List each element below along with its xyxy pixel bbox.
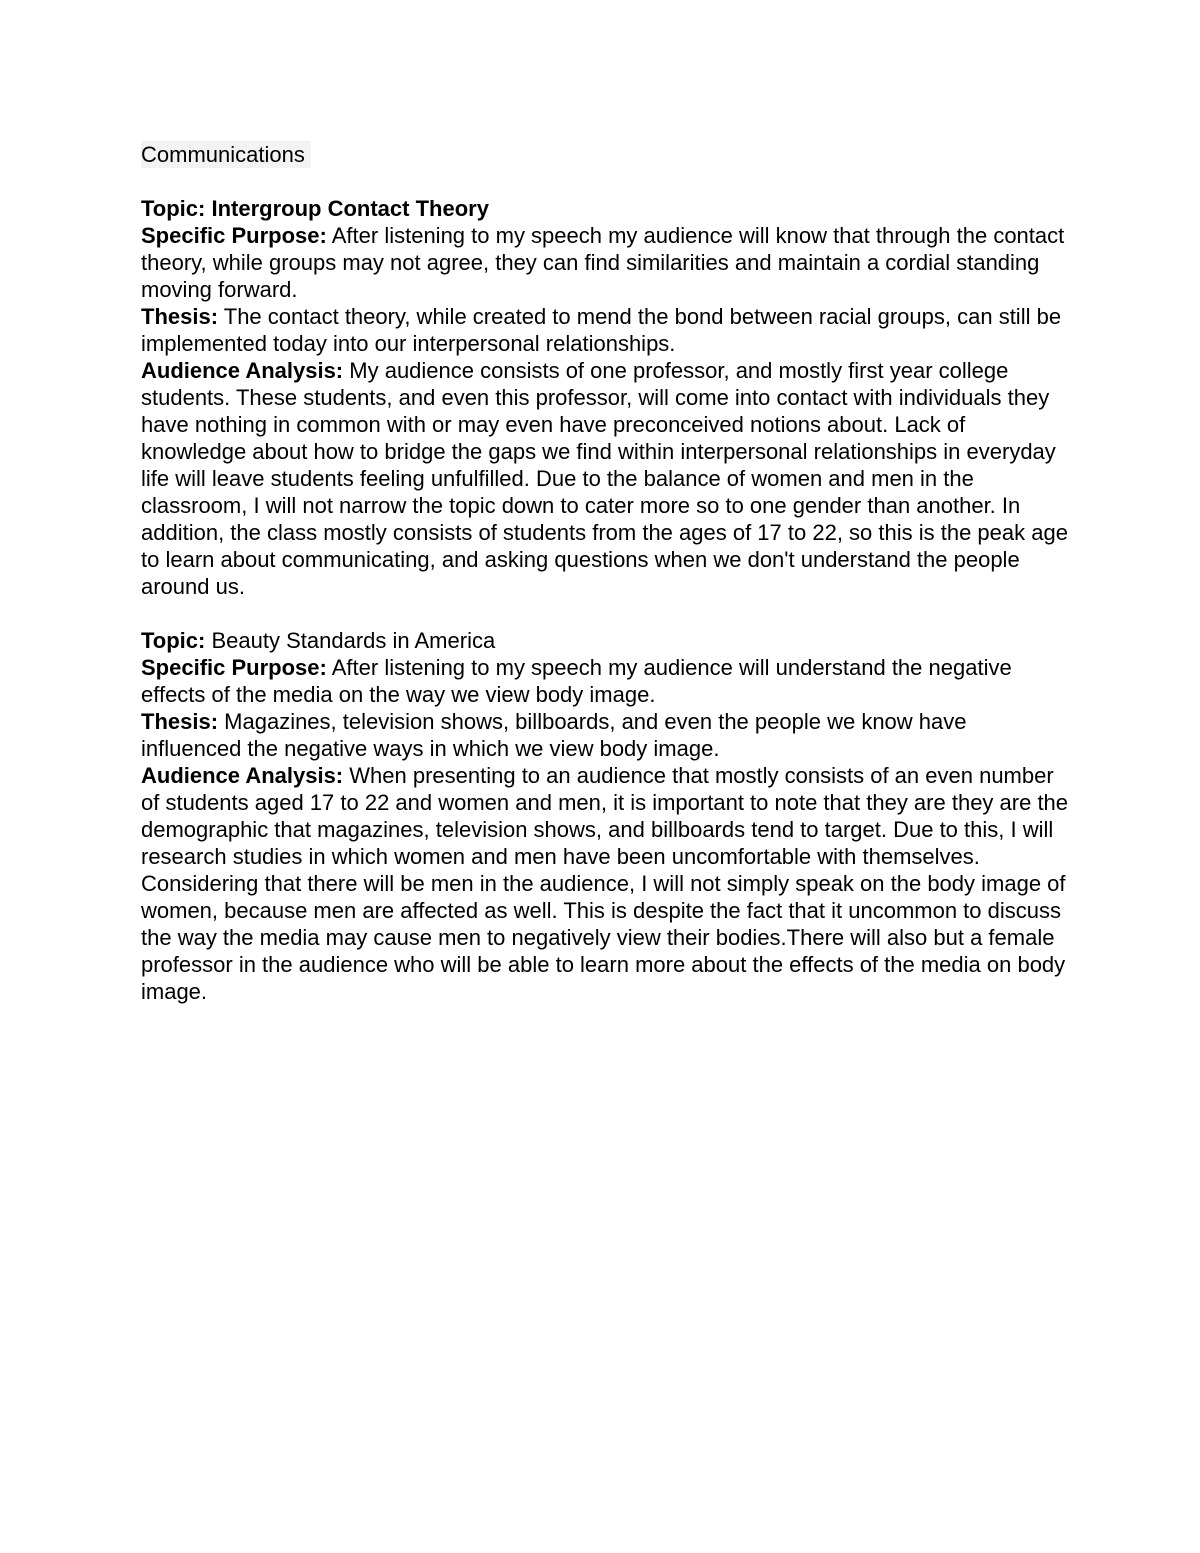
purpose-label: Specific Purpose: <box>141 655 327 680</box>
topic-value: Beauty Standards in America <box>211 628 496 653</box>
document-heading: Communications <box>141 141 311 168</box>
audience-line <box>141 357 1071 600</box>
thesis-label: Thesis: <box>141 709 219 734</box>
section-intergroup-contact <box>141 195 1071 600</box>
document-page <box>141 141 1071 1005</box>
purpose-label: Specific Purpose: <box>141 223 327 248</box>
topic-line <box>141 627 1071 654</box>
purpose-value: After listening to my speech my audience will know that through the contact theory, while groups may not agree, they can find similarities and maintain a cordial standing moving forward. <box>141 223 1065 302</box>
topic-line <box>141 195 1071 222</box>
audience-value: My audience consists of one professor, and mostly first year college students. These students, and even this professor, will come into contact with individuals they have nothing in common with or may even have preconceived notions about. Lack of knowledge about how to bridge the gaps we find within interpersonal relationships in everyday life will leave students feeling unfulfilled. Due to the balance of women and men in the classroom, I will not narrow the topic down to cater more so to one gender than another. In addition, the class mostly consists of students from the ages of 17 to 22, so this is the peak age to learn about communicating, and asking questions when we don't understand the people around us. <box>141 358 1068 599</box>
purpose-line <box>141 654 1071 708</box>
spacer <box>141 168 1071 195</box>
thesis-line <box>141 708 1071 762</box>
audience-line <box>141 762 1071 1005</box>
section-beauty-standards <box>141 627 1071 1005</box>
thesis-value: Magazines, television shows, billboards, and even the people we know have influenced the negative ways in which we view body image. <box>141 709 967 761</box>
topic-label: Topic: <box>141 196 206 221</box>
topic-label: Topic: <box>141 628 206 653</box>
thesis-label: Thesis: <box>141 304 219 329</box>
thesis-line <box>141 303 1071 357</box>
purpose-value: After listening to my speech my audience will understand the negative effects of the media on the way we view body image. <box>141 655 1012 707</box>
topic-value: Intergroup Contact Theory <box>211 196 489 221</box>
thesis-value: The contact theory, while created to mend the bond between racial groups, can still be implemented today into our interpersonal relationships. <box>141 304 1062 356</box>
purpose-line <box>141 222 1071 303</box>
audience-value: When presenting to an audience that mostly consists of an even number of students aged 17 to 22 and women and men, it is important to note that they are they are the demographic that magazines, television shows, and billboards tend to target. Due to this, I will research studies in which women and men have been uncomfortable with themselves. Considering that there will be men in the audience, I will not simply speak on the body image of women, because men are affected as well. This is despite the fact that it uncommon to discuss the way the media may cause men to negatively view their bodies.There will also but a female professor in the audience who will be able to learn more about the effects of the media on body image. <box>141 763 1069 1004</box>
spacer <box>141 600 1071 627</box>
audience-label: Audience Analysis: <box>141 358 344 383</box>
audience-label: Audience Analysis: <box>141 763 344 788</box>
